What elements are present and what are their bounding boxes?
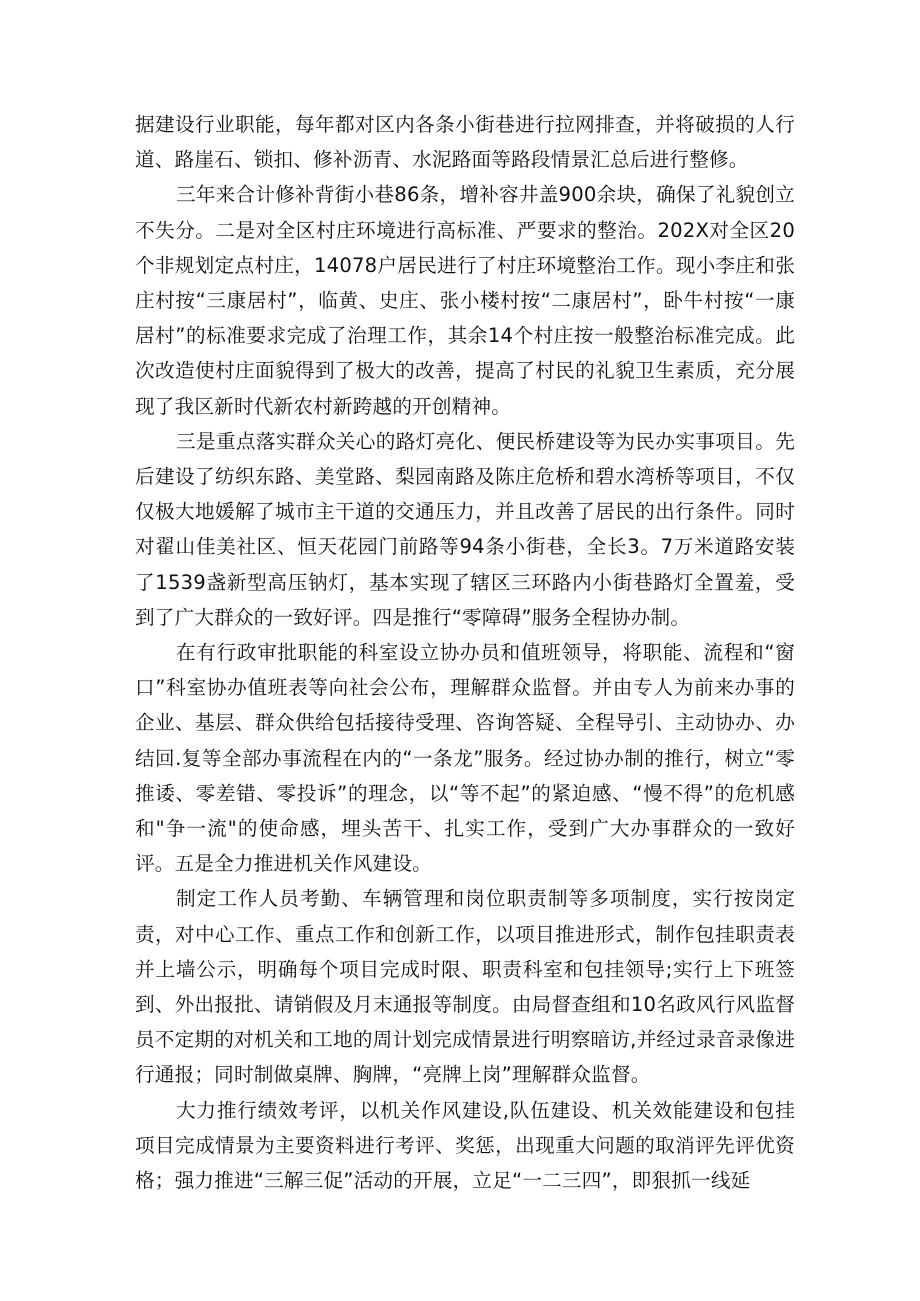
paragraph-1: 据建设行业职能，每年都对区内各条小街巷进行拉网排查，并将破损的人行道、路崖石、锁扣、修补沥青、水泥路面等路段情景汇总后进行整修。 bbox=[135, 113, 795, 172]
paragraph-5: 制定工作人员考勤、车辆管理和岗位职责制等多项制度，实行按岗定责，对中心工作、重点工作和创新工作，以项目推进形式，制作包挂职责表并上墙公示，明确每个项目完成时限、职责科室和包挂领导;实行上下班签到、外出报批、请销假及月末通报等制度。由局督查组和10名政风行风监督员不定期的对机关和工地的周计划完成情景进行明察暗访,并经过录音录像进行通报；同时制做桌牌、胸牌，“亮牌上岗”理解群众监督。 bbox=[135, 887, 795, 1087]
document-body bbox=[135, 107, 795, 1198]
paragraph-4: 在有行政审批职能的科室设立协办员和值班领导，将职能、流程和“窗口”科室协办值班表等向社会公布，理解群众监督。并由专人为前来办事的企业、基层、群众供给包括接待受理、咨询答疑、全程导引、主动协办、办结回.复等全部办事流程在内的“一条龙”服务。经过协办制的推行，树立“零推诿、零差错、零投诉”的理念，以“等不起”的紧迫感、“慢不得”的危机感和"争一流"的使命感，埋头苦干、扎实工作，受到广大办事群众的一致好评。五是全力推进机关作风建设。 bbox=[135, 641, 795, 876]
paragraph-2: 三年来合计修补背街小巷86条，增补容井盖900余块，确保了礼貌创立不失分。二是对全区村庄环境进行高标准、严要求的整治。202X对全区20个非规划定点村庄，14078户居民进行了村庄环境整治工作。现小李庄和张庄村按“三康居村”，临黄、史庄、张小楼村按“二康居村”，卧牛村按“一康居村”的标准要求完成了治理工作，其余14个村庄按一般整治标准完成。此次改造使村庄面貌得到了极大的改善，提高了村民的礼貌卫生素质，充分展现了我区新时代新农村新跨越的开创精神。 bbox=[135, 183, 795, 418]
paragraph-6: 大力推行绩效考评，以机关作风建设,队伍建设、机关效能建设和包挂项目完成情景为主要资料进行考评、奖惩，出现重大问题的取消评先评优资格；强力推进“三解三促”活动的开展，立足“一二三四”，即狠抓一线延 bbox=[135, 1098, 795, 1193]
paragraph-3: 三是重点落实群众关心的路灯亮化、便民桥建设等为民办实事项目。先后建设了纺织东路、美堂路、梨园南路及陈庄危桥和碧水湾桥等项目，不仅仅极大地媛解了城市主干道的交通压力，并且改善了居民的出行条件。同时对翟山佳美社区、恒天花园门前路等94条小街巷，全长3。7万米道路安装了1539盏新型高压钠灯，基本实现了辖区三环路内小街巷路灯全置羞，受到了广大群众的一致好评。四是推行“零障碍”服务全程协办制。 bbox=[135, 429, 795, 629]
